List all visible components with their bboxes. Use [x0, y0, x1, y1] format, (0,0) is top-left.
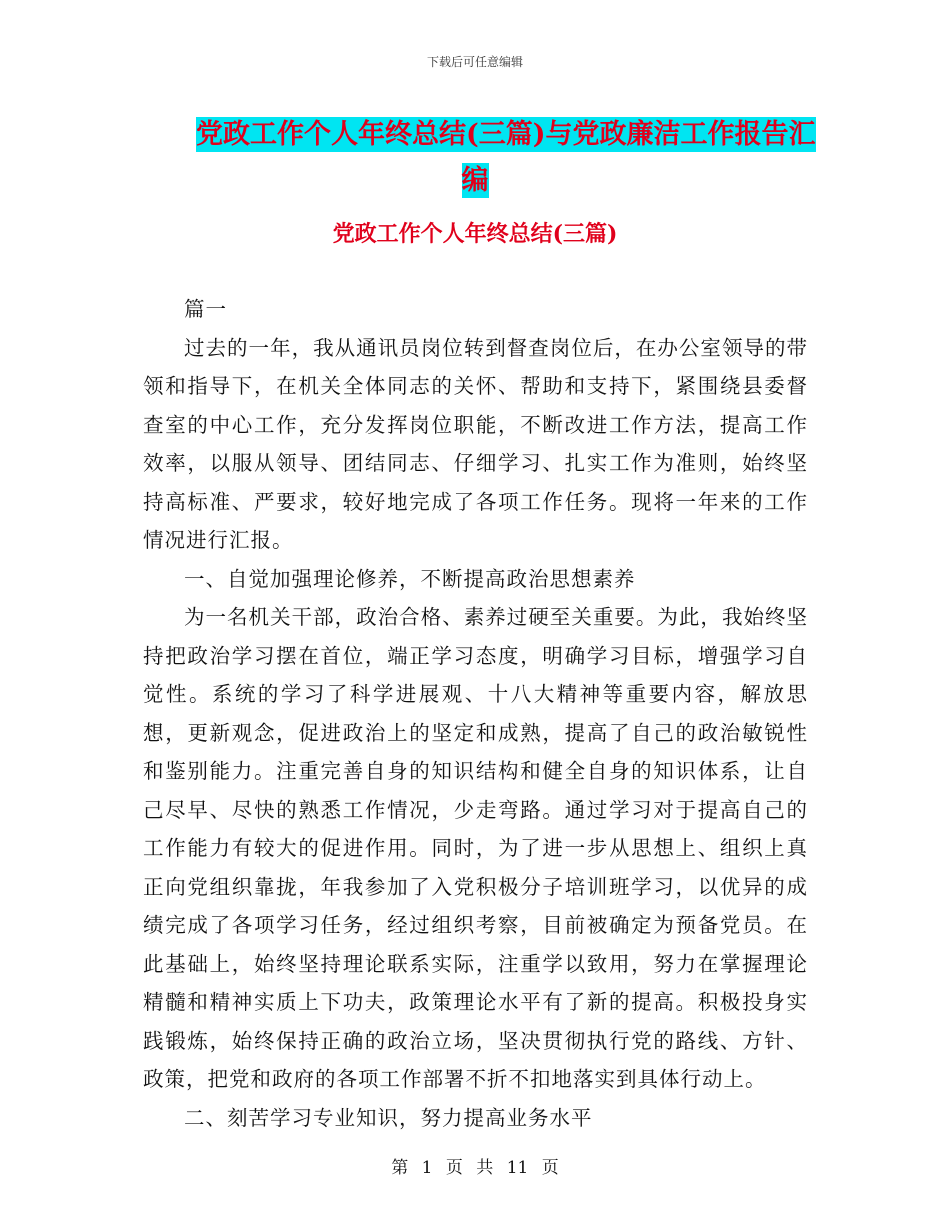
paragraph-heading: 一、自觉加强理论修养，不断提高政治思想素养 [184, 566, 636, 591]
document-title-line1 [140, 112, 816, 158]
document-title [140, 112, 816, 204]
section-title: 党政工作个人年终总结(三篇) [332, 221, 618, 247]
page-number: 第 1 页 共 11 页 [391, 1158, 559, 1178]
document-body [143, 290, 808, 1137]
paragraph: 过去的一年，我从通讯员岗位转到督查岗位后，在办公室领导的带领和指导下，在机关全体同志的关怀、帮助和支持下，紧围绕县委督查室的中心工作，充分发挥岗位职能，不断改进工作方法，提高工作效率，以服从领导、团结同志、仔细学习、扎实工作为准则，始终坚持高标准、严要求，较好地完成了各项工作任务。现将一年来的工作情况进行汇报。 [143, 335, 808, 552]
paragraph-heading: 二、刻苦学习专业知识，努力提高业务水平 [184, 1105, 593, 1130]
paragraph-heading: 篇一 [184, 297, 227, 321]
paragraph: 为一名机关干部，政治合格、素养过硬至关重要。为此，我始终坚持把政治学习摆在首位，端正学习态度，明确学习目标，增强学习自觉性。系统的学习了科学进展观、十八大精神等重要内容，解放思想，更新观念，促进政治上的坚定和成熟，提高了自己的政治敏锐性和鉴别能力。注重完善自身的知识结构和健全自身的知识体系，让自己尽早、尽快的熟悉工作情况，少走弯路。通过学习对于提高自己的工作能力有较大的促进作用。同时，为了进一步从思想上、组织上真正向党组织靠拢，年我参加了入党积极分子培训班学习，以优异的成绩完成了各项学习任务，经过组织考察，目前被确定为预备党员。在此基础上，始终坚持理论联系实际，注重学以致用，努力在掌握理论精髓和精神实质上下功夫，政策理论水平有了新的提高。积极投身实践锻炼，始终保持正确的政治立场，坚决贯彻执行党的路线、方针、政策，把党和政府的各项工作部署不折不扣地落实到具体行动上。 [143, 605, 808, 1091]
title-highlight: 编 [461, 165, 489, 196]
page-header-note: 下载后可任意编辑 [426, 55, 523, 69]
document-title-line2 [140, 158, 810, 204]
title-highlight: 党政工作个人年终总结(三篇)与党政廉洁工作报告汇 [196, 119, 816, 150]
